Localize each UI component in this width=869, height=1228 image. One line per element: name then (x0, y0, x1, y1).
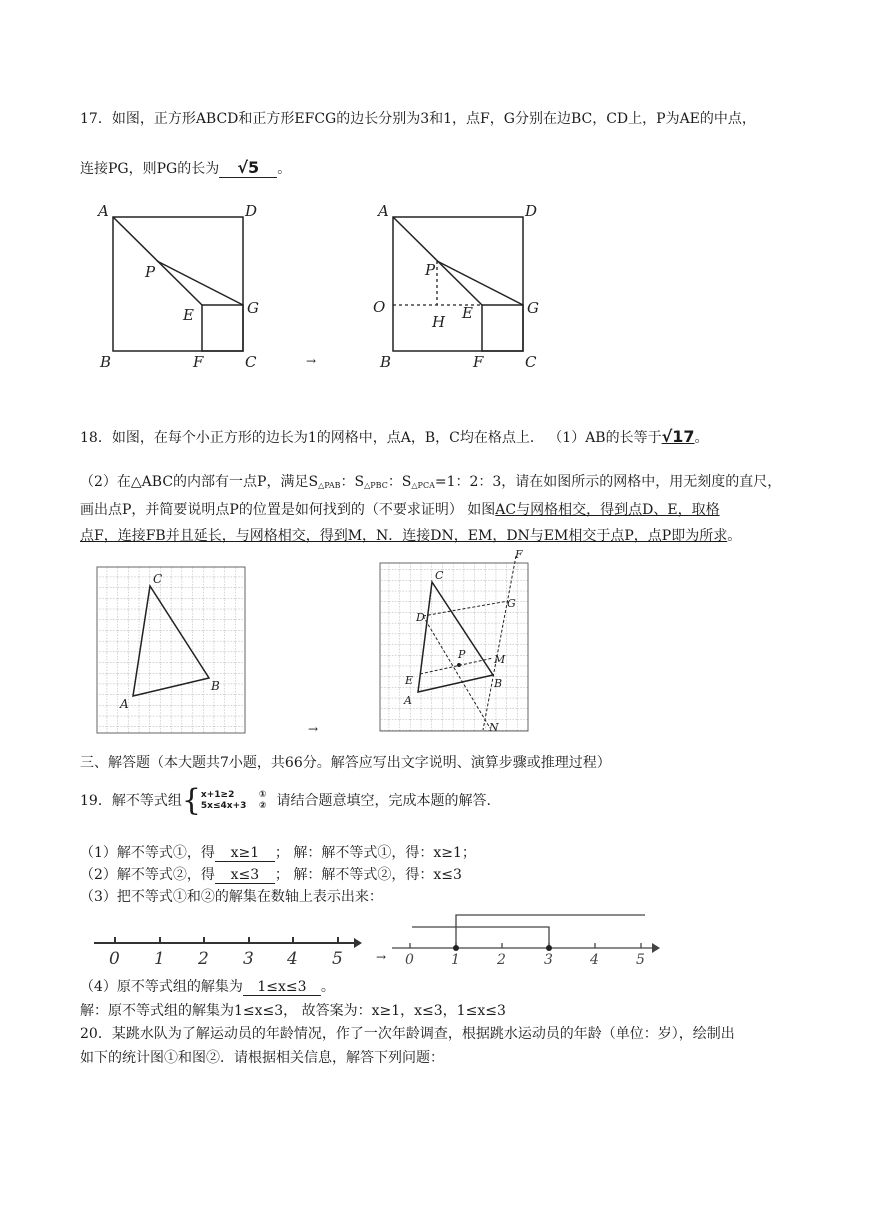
q19-nl1-tick-5: 5 (332, 949, 343, 966)
q19-step3: （3）把不等式①和②的解集在数轴上表示出来： (80, 889, 383, 905)
q19-number-line-2 (390, 908, 662, 966)
q19-step1-pre: （1）解不等式①，得 (80, 845, 215, 861)
q19-nl2-tick-4: 4 (590, 952, 599, 966)
q17-fig2-label-h: H (432, 313, 446, 331)
q19-step4-post: 。 (320, 979, 335, 995)
q18-line1 (80, 427, 709, 447)
q18-grid-figure-2 (378, 548, 538, 738)
q19-num2: ② (258, 801, 267, 811)
q19-nl1-tick-0: 0 (109, 949, 120, 966)
q17-fig2-label-b: B (380, 353, 392, 371)
q17-fig1-label-c: C (245, 353, 257, 371)
q18-line2-post: =1：2：3，请在如图所示的网格中，用无刻度的直尺， (434, 474, 782, 490)
q19-num1: ① (258, 790, 267, 800)
q18-fig2-label-m: M (494, 653, 506, 666)
q18-fig2-label-f: F (515, 548, 523, 561)
q17-figure-2 (370, 200, 550, 375)
q18-fig2-label-a: A (404, 694, 412, 707)
q19-step1-answer: x≥1 (215, 845, 275, 862)
q18-line1-pre: 18．如图，在每个小正方形的边长为1的网格中，点A，B，C均在格点上． （1）AB的长等于 (80, 430, 662, 446)
q19-step4-answer: 1≤x≤3 (243, 979, 321, 996)
q17-fig1-label-b: B (100, 353, 112, 371)
q17-fig2-label-f: F (473, 353, 484, 371)
q17-fig1-label-p: P (145, 263, 156, 281)
q17-fig2-label-p: P (425, 261, 436, 279)
q17-line2 (80, 158, 291, 178)
q18-colon1: ：S (340, 474, 365, 490)
q18-line1-post: 。 (694, 430, 709, 446)
q19-nl2-tick-3: 3 (544, 952, 553, 966)
q19-intro-post: 请结合题意填空，完成本题的解答. (276, 793, 491, 809)
q17-fig2-label-a: A (378, 202, 389, 220)
q18-fig2-label-n: N (489, 721, 499, 734)
q17-arrow: → (306, 354, 317, 368)
q19-step4 (80, 976, 335, 996)
q17-fig1-label-f: F (193, 353, 204, 371)
q18-line4-underlined: 点F，连接FB并且延长，与网格相交，得到M，N．连接DN，EM，DN与EM相交于点P，点P即为所求 (80, 528, 728, 544)
q17-line2-post: 。 (277, 161, 292, 177)
q19-nl2-tick-5: 5 (636, 952, 645, 966)
q18-line2 (80, 471, 781, 491)
q20-line2: 如下的统计图①和图②．请根据相关信息，解答下列问题： (80, 1050, 444, 1066)
q19-solution: 解：原不等式组的解集为1≤x≤3， 故答案为：x≥1，x≤3，1≤x≤3 (80, 1003, 506, 1019)
q18-fig2-label-b: B (494, 677, 503, 690)
q18-fig1-label-a: A (120, 697, 129, 711)
q17-fig2-label-c: C (525, 353, 537, 371)
q19-nl1-tick-2: 2 (198, 949, 209, 966)
q19-step2-post: ； 解：解不等式②，得：x≤3 (274, 867, 462, 883)
q19-step1-post: ； 解：解不等式①，得：x≥1； (274, 845, 476, 861)
q18-line2-pre: （2）在△ABC的内部有一点P，满足S (80, 474, 319, 490)
q17-fig2-label-e: E (462, 304, 473, 322)
q18-sub-pab: △PAB (318, 481, 341, 490)
q18-fig2-label-c: C (435, 569, 444, 582)
q19-step2 (80, 864, 462, 884)
q18-sub-pca: △PCA (411, 481, 435, 490)
q18-fig1-label-b: B (211, 679, 220, 693)
q17-line1: 17．如图，正方形ABCD和正方形EFCG的边长分别为3和1，点F，G分别在边BC，CD上，P为AE的中点， (80, 111, 756, 127)
q19-intro-pre: 19．解不等式组 (80, 793, 182, 809)
q18-line4 (80, 525, 741, 545)
q17-answer: √5 (219, 158, 277, 178)
q19-nl2-tick-2: 2 (497, 952, 506, 966)
q18-sub-pbc: △PBC (364, 481, 388, 490)
q17-fig1-label-a: A (98, 202, 109, 220)
q19-sys-line2: 5x≤4x+3 (200, 801, 247, 811)
q19-step4-pre: （4）原不等式组的解集为 (80, 979, 243, 995)
q19-nl2-tick-1: 1 (451, 952, 460, 966)
q18-fig1-label-c: C (153, 572, 163, 586)
q19-step2-answer: x≤3 (215, 867, 275, 884)
section-3-heading: 三、解答题（本大题共7小题，共66分。解答应写出文字说明、演算步骤或推理过程） (80, 755, 611, 771)
q19-nl2-tick-0: 0 (405, 952, 414, 966)
q19-number-line-1 (92, 930, 362, 966)
q18-fig2-label-g: G (507, 597, 516, 610)
q19-intro (80, 783, 491, 818)
q17-fig2-label-o: O (373, 298, 386, 316)
q18-fig2-label-d: D (416, 611, 425, 624)
q17-fig1-label-e: E (183, 306, 194, 324)
q20-line1: 20．某跳水队为了解运动员的年龄情况，作了一次年龄调查，根据跳水运动员的年龄（单位：岁），绘制出 (80, 1026, 735, 1042)
q18-line3-pre: 画出点P，并简要说明点P的位置是如何找到的（不要求证明） 如图 (80, 502, 496, 518)
q18-answer: √17 (661, 427, 695, 446)
q18-fig2-label-p: P (458, 648, 466, 661)
q18-line3-underlined: AC与网格相交，得到点D、E，取格 (495, 502, 720, 518)
q18-arrow: → (308, 722, 319, 736)
q19-system (201, 790, 246, 812)
q19-nl1-tick-4: 4 (287, 949, 298, 966)
q19-step1 (80, 842, 476, 862)
q19-arrow: → (376, 950, 387, 964)
q18-line3 (80, 499, 720, 519)
q19-step2-pre: （2）解不等式②，得 (80, 867, 215, 883)
q18-colon2: ：S (387, 474, 412, 490)
q17-fig1-label-d: D (245, 202, 258, 220)
q19-nl1-tick-3: 3 (243, 949, 254, 966)
q19-sys-line1: x+1≥2 (200, 790, 235, 800)
q19-system-numbers (259, 790, 267, 812)
q17-fig1-label-g: G (247, 299, 259, 317)
q17-line2-pre: 连接PG，则PG的长为 (80, 161, 220, 177)
q17-fig2-label-d: D (525, 202, 538, 220)
q19-brace: { (181, 783, 201, 818)
q19-nl1-tick-1: 1 (154, 949, 165, 966)
q18-line4-post: 。 (727, 528, 742, 544)
q17-fig2-label-g: G (527, 299, 539, 317)
q18-grid-figure-1 (96, 566, 246, 736)
q17-figure-1 (95, 200, 270, 375)
q18-fig2-label-e: E (405, 674, 414, 687)
